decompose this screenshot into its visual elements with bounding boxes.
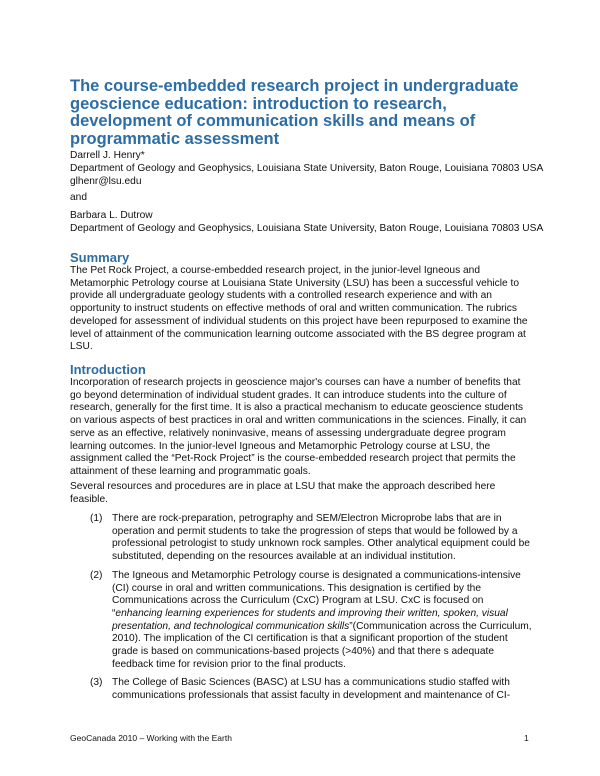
list-item <box>90 513 532 564</box>
page-number: 1 <box>524 733 529 743</box>
list-text: ”(Communication across the Curriculum, 2010). The implication of the CI certification is that a significant proportion of the student grade is based on communications-based projects (>40%) and that there s adequate feedback time for revision prior to the final products. <box>112 620 532 670</box>
list-number: (2) <box>90 569 103 581</box>
resource-list <box>90 513 532 709</box>
list-quote: enhancing learning experiences for students and improving their written, spoken, visual presentation, and technological communication skills <box>112 607 508 632</box>
list-item <box>90 677 532 702</box>
author-1 <box>70 149 543 188</box>
list-text: The Igneous and Metamorphic Petrology course is designated a communications-intensive (CI) course in oral and written communications. This designation is certified by the Communications across the Curriculum (CxC) Program at LSU. CxC is focused on “ <box>112 569 521 619</box>
and-separator: and <box>70 192 87 203</box>
summary-heading: Summary <box>70 250 130 265</box>
introduction-paragraph-1: Incorporation of research projects in geoscience major's courses can have a number of benefits that go beyond determination of individual student grades. It can introduce students into the culture of research, generally for the first time. It is also a practical mechanism to educate geoscience students on various aspects of best practices in oral and written communications in the sciences. Finally, it can serve as an effective, relatively noninvasive, means of assessing undergraduate degree program learning outcomes. In the junior-level Igneous and Metamorphic Petrology course at LSU, the assignment called the “Pet-Rock Project” is the course-embedded research project that permits the attainment of these learning and programmatic goals. <box>70 377 527 477</box>
author-name: Barbara L. Dutrow <box>70 210 153 221</box>
introduction-heading: Introduction <box>70 362 146 377</box>
list-item <box>90 570 532 672</box>
summary-text: The Pet Rock Project, a course-embedded research project, in the junior-level Igneous and Metamorphic Petrology course at Louisiana State University (LSU) has been a successful vehicle to provide all undergraduate geology students with a controlled research experience and with an opportunity to instruct students on effective methods of oral and written communication. The rubrics developed for assessment of individual students on this project have been repurposed to examine the level of attainment of the communication learning outcome associated with the BS degree program at LSU. <box>70 265 528 353</box>
author-email[interactable]: glhenr@lsu.edu <box>70 176 142 187</box>
author-2 <box>70 209 543 235</box>
introduction-paragraph-2: Several resources and procedures are in place at LSU that make the approach described here feasible. <box>70 481 496 505</box>
list-number: (1) <box>90 513 103 524</box>
author-name: Darrell J. Henry* <box>70 150 145 161</box>
footer-conference: GeoCanada 2010 – Working with the Earth <box>70 733 232 743</box>
paper-title: The course-embedded research project in undergraduate geoscience education: introduction to research, development of communication skills and means of programmatic assessment <box>70 77 519 148</box>
list-text: The College of Basic Sciences (BASC) at LSU has a communications studio staffed with communications professionals that assist faculty in development and maintenance of CI- <box>112 677 511 702</box>
list-number: (3) <box>90 677 103 689</box>
author-affiliation: Department of Geology and Geophysics, Louisiana State University, Baton Rouge, Louisiana 70803 USA <box>70 223 544 234</box>
author-affiliation: Department of Geology and Geophysics, Louisiana State University, Baton Rouge, Louisiana 70803 USA <box>70 163 544 174</box>
list-text: There are rock-preparation, petrography and SEM/Electron Microprobe labs that are in operation and permit students to take the progression of steps that would be followed by a professional petrologist to study unknown rock samples. Other analytical equipment could be substituted, depending on the resources available at an individual institution. <box>112 513 530 563</box>
